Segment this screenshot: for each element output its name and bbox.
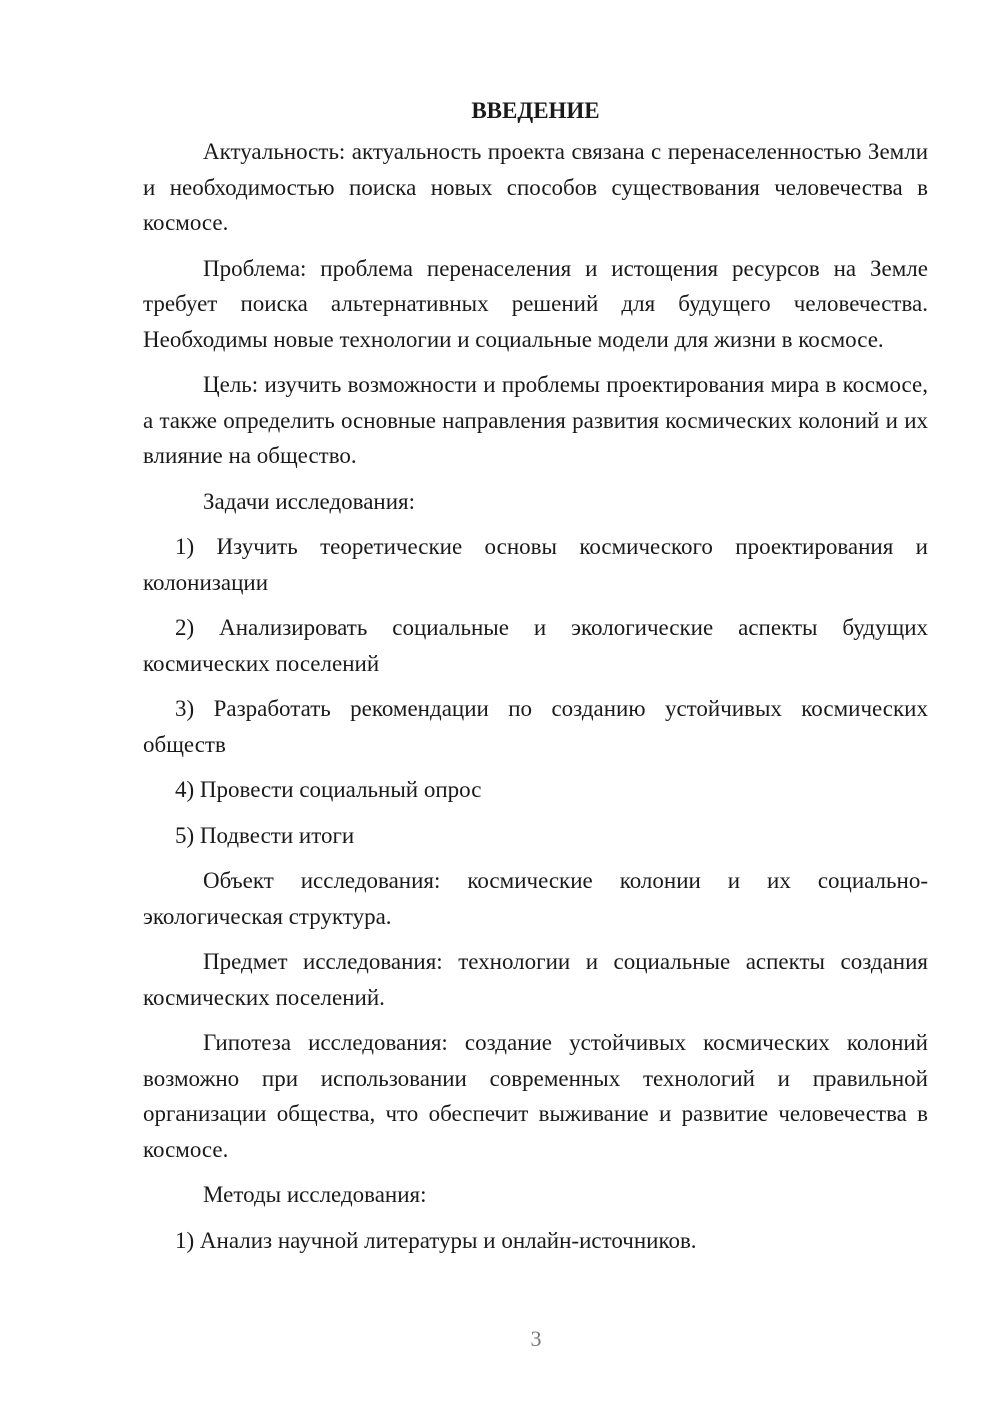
paragraph-methods-heading: Методы исследования: <box>203 1182 427 1207</box>
paragraph-tasks-heading: Задачи исследования: <box>203 488 416 514</box>
page-number: 3 <box>530 1326 542 1351</box>
task-item-1: 1) Изучить теоретические основы космического проектирования и колонизации <box>143 534 928 595</box>
task-item-4: 4) Провести социальный опрос <box>175 777 482 802</box>
task-item-2: 2) Анализировать социальные и экологические аспекты будущих космических поселений <box>143 615 928 676</box>
paragraph-subject: Предмет исследования: технологии и социальные аспекты создания космических поселений. <box>143 949 928 1010</box>
paragraph-object: Объект исследования: космические колонии и их социально-экологическая структура. <box>143 868 928 929</box>
paragraph-hypothesis: Гипотеза исследования: создание устойчивых космических колоний возможно при использовании современных технологий и правильной организации общества, что обеспечит выживание и развитие человечества в космосе. <box>143 1030 928 1162</box>
document-body <box>143 93 928 1268</box>
task-item-3: 3) Разработать рекомендации по созданию устойчивых космических обществ <box>143 696 928 757</box>
section-heading: ВВЕДЕНИЕ <box>471 98 600 123</box>
paragraph-goal: Цель: изучить возможности и проблемы проектирования мира в космосе, а также определить основные направления развития космических колоний и их влияние на общество. <box>143 372 928 468</box>
paragraph-problem: Проблема: проблема перенаселения и истощения ресурсов на Земле требует поиска альтернативных решений для будущего человечества. Необходимы новые технологии и социальные модели для жизни в космосе. <box>143 255 928 352</box>
method-item-1: 1) Анализ научной литературы и онлайн-источников. <box>175 1227 697 1253</box>
paragraph-relevance: Актуальность: актуальность проекта связана с перенаселенностью Земли и необходимостью поиска новых способов существования человечества в космосе. <box>143 139 928 235</box>
task-item-5: 5) Подвести итоги <box>175 822 355 848</box>
